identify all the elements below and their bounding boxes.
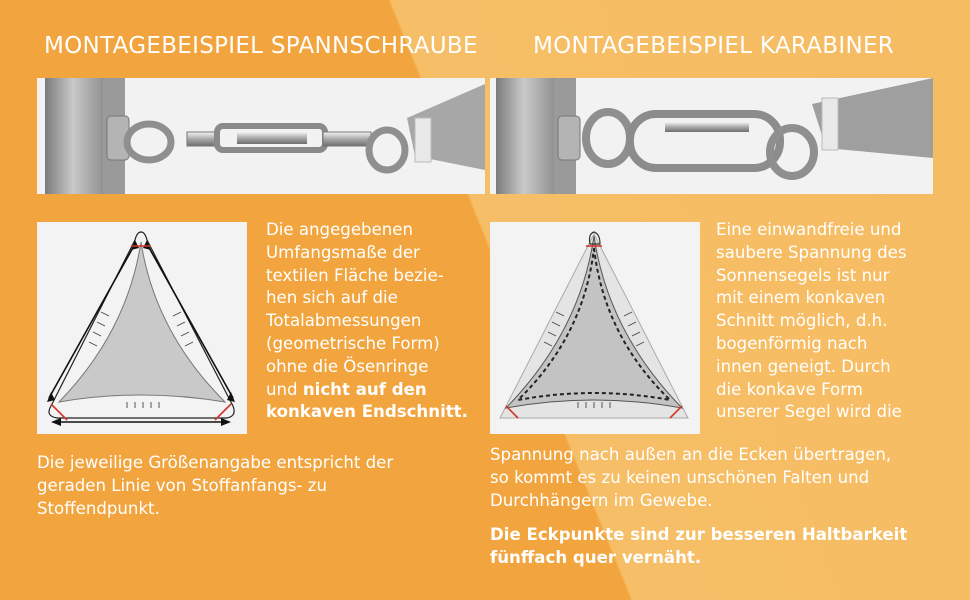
right-bottom-line: Spannung nach außen an die Ecken übertragen, — [490, 445, 892, 464]
turnbuckle-photo — [37, 78, 485, 194]
right-bottom-line: so kommt es zu keinen unschönen Falten und — [490, 467, 870, 487]
left-side-line: Die angegebenen — [266, 220, 414, 239]
left-side-line-mixed — [266, 379, 468, 402]
left-side-line: (geometrische Form) — [266, 333, 440, 353]
left-side-plain: und — [266, 379, 303, 399]
right-bold-text — [490, 524, 907, 570]
left-bottom-line: geraden Linie von Stoffanfangs- zu — [37, 475, 328, 495]
left-side-bold: nicht auf den — [302, 379, 427, 399]
left-bottom-line: Die jeweilige Größenangabe entspricht der — [37, 453, 394, 472]
left-side-bold-text: konkaven Endschnitt. — [266, 402, 468, 422]
left-side-line: hen sich auf die — [266, 288, 398, 308]
left-side-text — [266, 219, 468, 424]
left-side-line: textilen Fläche bezie- — [266, 265, 444, 285]
left-bottom-line: Stoffendpunkt. — [37, 498, 160, 518]
right-side-line: Sonnensegels ist nur — [716, 265, 890, 285]
left-side-line: Umfangsmaße der — [266, 242, 420, 262]
right-side-line: mit einem konkaven — [716, 288, 886, 308]
right-side-line: innen geneigt. Durch — [716, 356, 891, 376]
right-side-line: unserer Segel wird die — [716, 402, 902, 422]
right-bottom-line: Durchhängern im Gewebe. — [490, 490, 713, 510]
carabiner-photo — [490, 78, 933, 194]
right-bottom-text — [490, 444, 891, 512]
right-bold-line: Die Eckpunkte sind zur besseren Haltbarkeit — [490, 525, 908, 544]
concave-cut-diagram — [490, 222, 700, 434]
left-side-line: ohne die Ösenringe — [266, 356, 429, 376]
right-side-line: saubere Spannung des — [716, 242, 907, 262]
heading-carabiner: MONTAGEBEISPIEL KARABINER — [533, 33, 895, 59]
left-side-bold-line — [266, 401, 468, 424]
sail-dimension-diagram — [37, 222, 247, 434]
left-side-line: Totalabmessungen — [266, 311, 422, 331]
right-side-line: die konkave Form — [716, 379, 863, 399]
left-bottom-text — [37, 452, 393, 520]
right-side-text — [716, 219, 907, 424]
right-side-line: bogenförmig nach — [716, 333, 868, 353]
right-bold-line: fünffach quer vernäht. — [490, 547, 702, 567]
heading-turnbuckle: MONTAGEBEISPIEL SPANNSCHRAUBE — [44, 33, 478, 59]
right-side-line: Schnitt möglich, d.h. — [716, 311, 888, 331]
right-side-line: Eine einwandfreie und — [716, 220, 902, 239]
